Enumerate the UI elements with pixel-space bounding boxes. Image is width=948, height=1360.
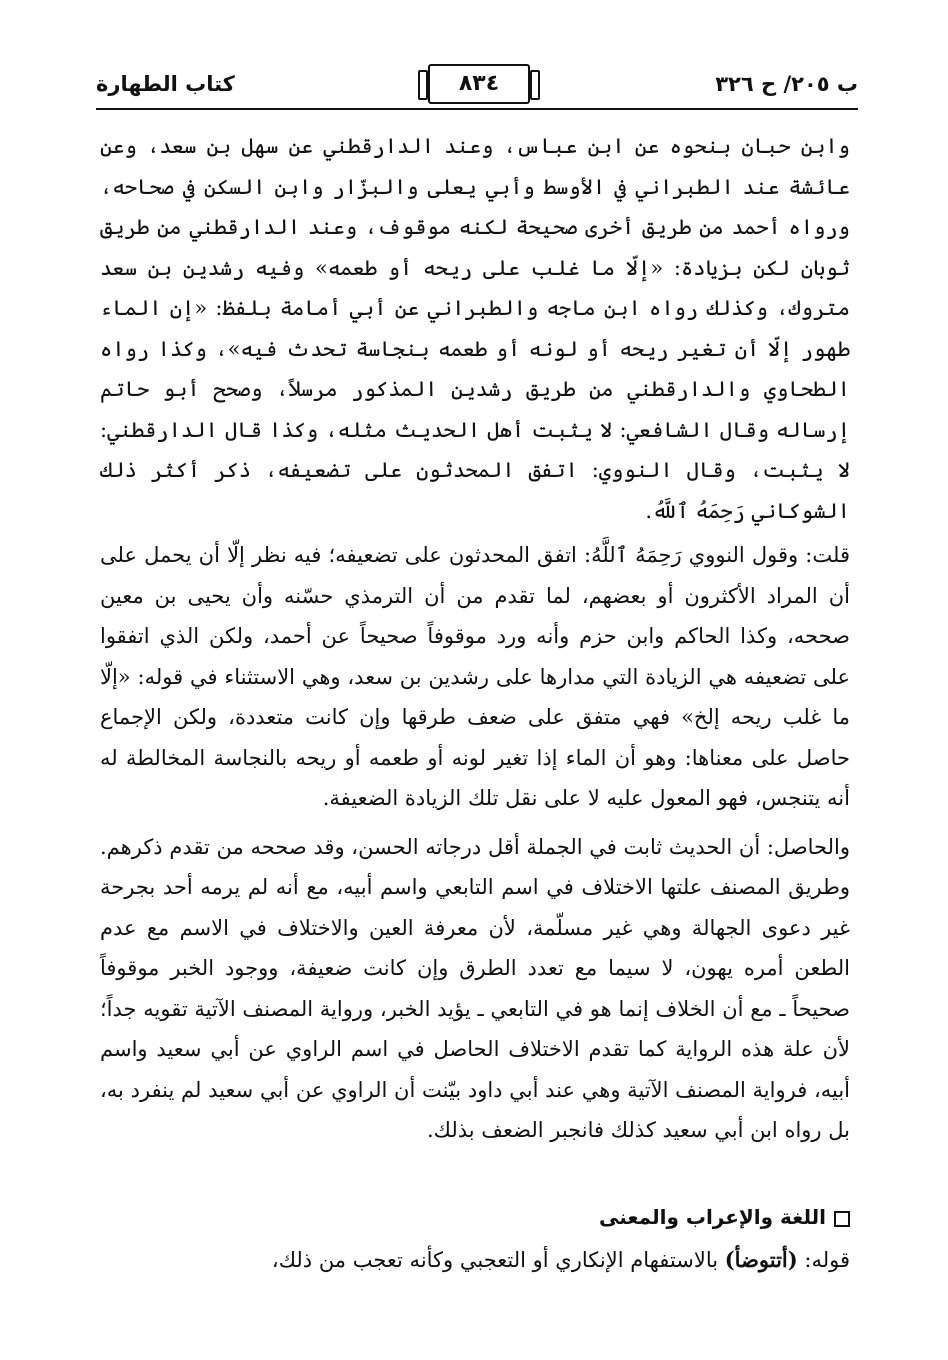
main-text <box>100 126 850 1151</box>
page-header <box>96 62 858 110</box>
paragraph: والحاصل: أن الحديث ثابت في الجملة أقل درجاته الحسن، وقد صححه من تقدم ذكرهم. وطريق المصنف علتها الاختلاف في اسم التابعي واسم أبيه، مع أنه لم يرمه أحد بجرحة غير دعوى الجهالة وهي غير مسلّمة، لأن معرفة العين والاختلاف في الاسم مع عدم الطعن أمره يهون، لا سيما مع تعدد الطرق وإن كانت ضعيفة، ووجود الخبر موقوفاً صحيحاً ـ مع أن الخلاف إنما هو في التابعي ـ يؤيد الخبر، ورواية المصنف الآتية تقويه جداً؛ لأن علة هذه الرواية كما تقدم الاختلاف الحاصل في اسم الراوي عن أبي سعيد واسم أبيه، فرواية المصنف الآتية وهي عند أبي داود بيّنت أن الراوي عن أبي سعيد لم ينفرد به، بل رواه ابن أبي سعيد كذلك فانجبر الضعف بذلك. <box>100 834 850 1142</box>
header-divider <box>96 108 858 110</box>
paragraph: وابن حبان بنحوه عن ابن عباس، وعند الدارقطني عن سهل بن سعد، وعن عائشة عند الطبراني في الأوسط وأبي يعلى والبزّار وابن السكن في صحاحه، ورواه أحمد من طريق أخرى صحيحة لكنه موقوف، وعند الدارقطني من طريق ثوبان لكن بزيادة: «إلّا ما غلب على ريحه أو طعمه» وفيه رشدين بن سعد متروك، وكذلك رواه ابن ماجه والطبراني عن أبي أمامة بلفظ: «إن الماء طهور إلّا أن تغير ريحه أو لونه أو طعمه بنجاسة تحدث فيه»، وكذا رواه الطحاوي والدارقطني من طريق رشدين المذكور مرسلاً، وصحح أبو حاتم إرساله وقال الشافعي: لا يثبت أهل الحديث مثله، وكذا قال الدارقطني: لا يثبت، وقال النووي: اتفق المحدثون على تضعيفه، ذكر أكثر ذلك الشوكاني رَحِمَهُ ٱللَّهُ. <box>100 134 850 523</box>
paragraph: قلت: وقول النووي رَحِمَهُ ٱللَّهُ: اتفق المحدثون على تضعيفه؛ فيه نظر إلّا أن يحمل على أن المراد الأكثرون أو بعضهم، لما تقدم من أن الترمذي حسّنه وأن يحيى بن معين صححه، وكذا الحاكم وابن حزم وأنه ورد موقوفاً صحيحاً عن أحمد، ولكن الذي اتفقوا على تضعيفه هي الزيادة التي مدارها على رشدين بن سعد، وهي الاستثناء في قوله: «إلّا ما غلب ريحه إلخ» فهي متفق على ضعف طرقها وإن كانت متعددة، ولكن الإجماع حاصل على معناها: وهو أن الماء إذا تغير لونه أو طعمه أو ريحه بالنجاسة المخالطة له أنه يتنجس، فهو المعول عليه لا على نقل تلك الزيادة الضعيفة. <box>100 543 850 810</box>
commentary-line <box>100 1240 850 1280</box>
section-heading <box>100 1202 850 1232</box>
square-box-icon <box>834 1211 850 1227</box>
section-heading-text: اللغة والإعراب والمعنى <box>598 1205 826 1229</box>
page-number: ٨٣٤ <box>428 64 530 104</box>
commentary-prefix: قوله: <box>797 1248 850 1272</box>
commentary-text: بالاستفهام الإنكاري أو التعجبي وكأنه تعجب من ذلك، <box>271 1248 725 1272</box>
hadith-reference: ب ٢٠٥/ ح ٣٢٦ <box>715 72 858 96</box>
book-title: كتاب الطهارة <box>96 72 235 96</box>
commentary-keyword: (أتتوضأ) <box>724 1247 798 1272</box>
